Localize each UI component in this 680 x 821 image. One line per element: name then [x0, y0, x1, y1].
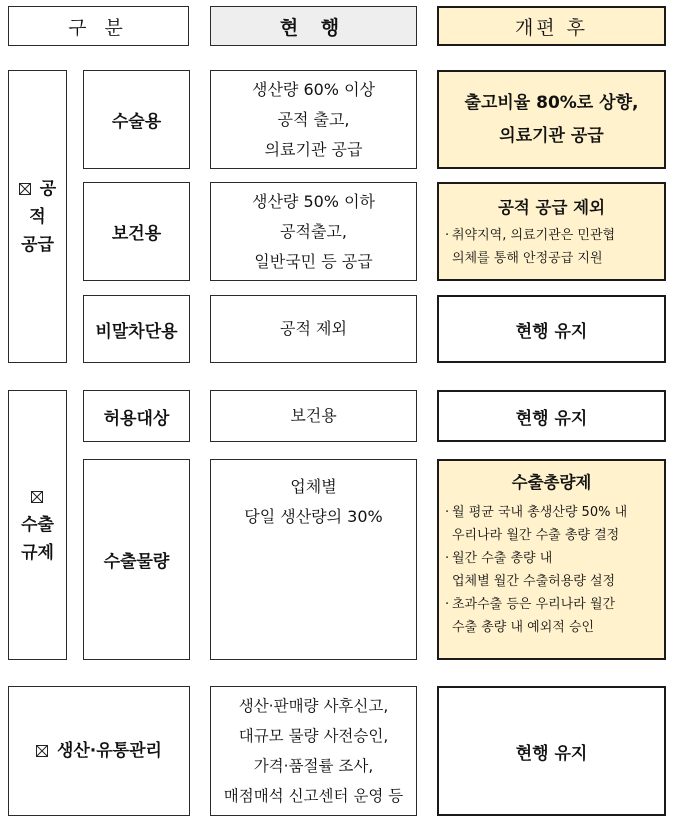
row-label-droplet: 비말차단용 — [83, 295, 190, 363]
checkbox-mark-icon — [19, 183, 31, 195]
current-production: 생산·판매량 사후신고, 대규모 물량 사전승인, 가격·품절률 조사, 매점매석 신고센터 운영 등 — [210, 686, 417, 816]
row-label-allowed: 허용대상 — [83, 390, 190, 442]
header-category — [8, 6, 189, 46]
reform-surgery: 출고비율 80%로 상향, 의료기관 공급 — [437, 70, 666, 169]
header-current-label: 현 행 — [279, 16, 348, 39]
reform-volume-bullet-3: · 초과수출 등은 우리나라 월간 수출 총량 내 예외적 승인 — [445, 597, 616, 635]
reform-droplet: 현행 유지 — [437, 295, 666, 363]
category-export — [8, 390, 67, 660]
current-surgery: 생산량 60% 이상 공적 출고, 의료기관 공급 — [210, 70, 417, 169]
header-reform-label: 개편 후 — [514, 16, 589, 39]
reform-volume-bullet-1: · 월 평균 국내 총생산량 50% 내 우리나라 월간 수출 총량 결정 — [445, 505, 628, 543]
reform-health: 공적 공급 제외 · 취약지역, 의료기관은 민관협 의체를 통해 안정공급 지원 — [437, 182, 666, 281]
category-public-supply-text: 공 적 공급 — [19, 175, 56, 259]
header-current — [210, 6, 417, 46]
current-droplet: 공적 제외 — [210, 295, 417, 363]
current-allowed: 보건용 — [210, 390, 417, 442]
row-label-surgery: 수술용 — [83, 70, 190, 169]
category-export-text: 수출 규제 — [21, 483, 54, 567]
reform-volume: 수출총량제 · 월 평균 국내 총생산량 50% 내 우리나라 월간 수출 총량 결정 · 월간 수출 총량 내 업체별 월간 수출허용량 설정 · 초과수출 등은 우리나라 월간 수출 총량 내 예외적 승인 — [437, 459, 666, 660]
category-production — [8, 686, 190, 816]
reform-volume-bullet-2: · 월간 수출 총량 내 업체별 월간 수출허용량 설정 — [445, 551, 616, 589]
row-label-volume: 수출물량 — [83, 459, 190, 660]
row-label-health: 보건용 — [83, 182, 190, 281]
category-public-supply — [8, 70, 67, 363]
header-reform — [437, 6, 666, 46]
checkbox-mark-icon — [31, 491, 43, 503]
reform-production: 현행 유지 — [437, 686, 666, 816]
current-volume: 업체별 당일 생산량의 30% — [210, 459, 417, 660]
checkbox-mark-icon — [36, 745, 48, 757]
category-production-text: 생산·유통관리 — [36, 737, 162, 765]
reform-allowed: 현행 유지 — [437, 390, 666, 442]
reform-health-bullet: · 취약지역, 의료기관은 민관협 의체를 통해 안정공급 지원 — [445, 227, 616, 266]
current-health: 생산량 50% 이하 공적출고, 일반국민 등 공급 — [210, 182, 417, 281]
header-category-label: 구 분 — [68, 16, 129, 39]
